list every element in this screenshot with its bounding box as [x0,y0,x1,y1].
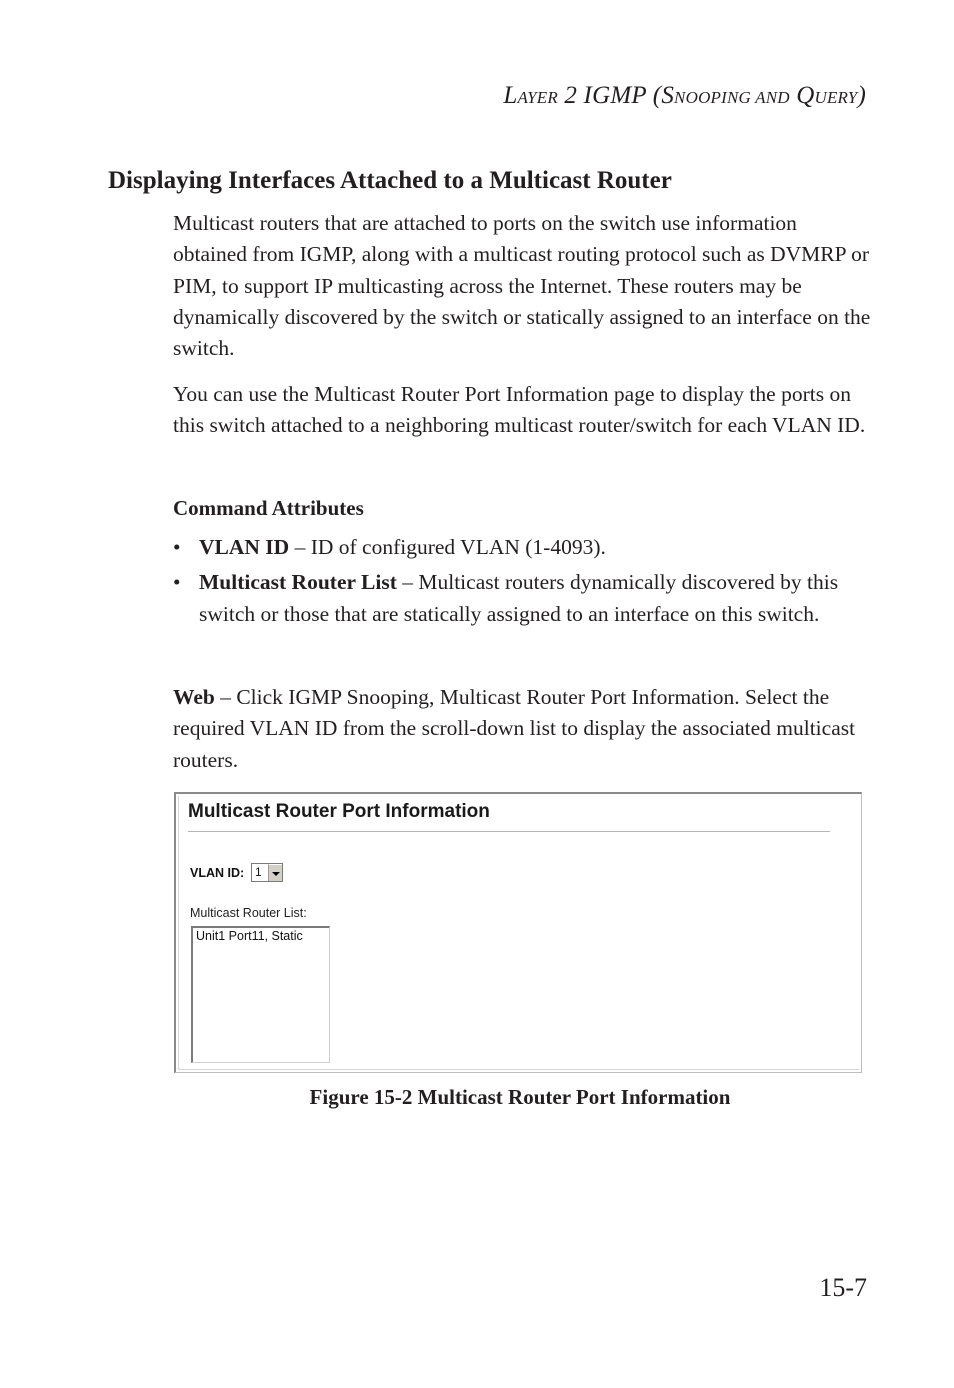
list-item [173,567,873,630]
header-text: AYER [517,88,558,107]
attribute-description: – Multicast routers dynamically discovered by this switch or those that are statically assigned to an interface on this switch. [199,570,839,626]
command-attributes-list [173,532,873,634]
paragraph-intro [173,208,873,364]
figure-caption: Figure 15-2 Multicast Router Port Information [309,1085,731,1109]
router-list-label: Multicast Router List: [190,906,307,920]
attribute-term: VLAN ID [199,535,290,559]
ui-divider [188,831,830,832]
web-instructions [173,682,873,776]
paragraph-usage [173,379,873,442]
bullet-marker: • [173,570,181,595]
section-title: Displaying Interfaces Attached to a Multicast Router [108,167,672,194]
header-text: Q [796,82,815,109]
command-attributes-heading: Command Attributes [173,496,364,520]
header-text: NOOPING AND [674,88,790,107]
web-term: Web [173,685,215,709]
router-listbox[interactable] [191,926,330,1063]
vlan-id-select[interactable] [251,863,283,882]
running-header [503,82,866,110]
header-text: 2 IGMP ( [557,82,662,109]
router-list-item[interactable]: Unit1 Port11, Static [196,929,303,943]
header-text: ) [857,82,866,109]
ui-page-title: Multicast Router Port Information [188,801,490,822]
page-number: 15-7 [819,1273,867,1302]
chevron-down-icon [272,872,280,876]
figure-screenshot [174,792,862,1073]
vlan-id-label: VLAN ID: [190,866,245,880]
header-text: S [661,82,675,109]
bullet-marker: • [173,535,181,559]
paragraph-text: You can use the Multicast Router Port Information page to display the ports on this switch attached to a neighboring multicast router/switch for each VLAN ID. [173,382,866,438]
header-text: L [503,82,518,109]
attribute-term: Multicast Router List [199,570,397,595]
list-item [173,532,873,563]
paragraph-text: Multicast routers that are attached to ports on the switch use information obtained from IGMP, along with a multicast routing protocol such as DVMRP or PIM, to support IP multicasting across the Internet. These routers may be dynamically discovered by the switch or statically assigned to an interface on the switch. [173,211,871,361]
vlan-id-value: 1 [255,865,262,879]
dropdown-button[interactable] [268,864,282,881]
paragraph-text [173,682,873,776]
attribute-description: – ID of configured VLAN (1-4093). [289,535,606,559]
header-text: UERY [814,88,858,107]
web-description: – Click IGMP Snooping, Multicast Router Port Information. Select the required VLAN ID from the scroll-down list to display the associated multicast routers. [173,685,856,772]
